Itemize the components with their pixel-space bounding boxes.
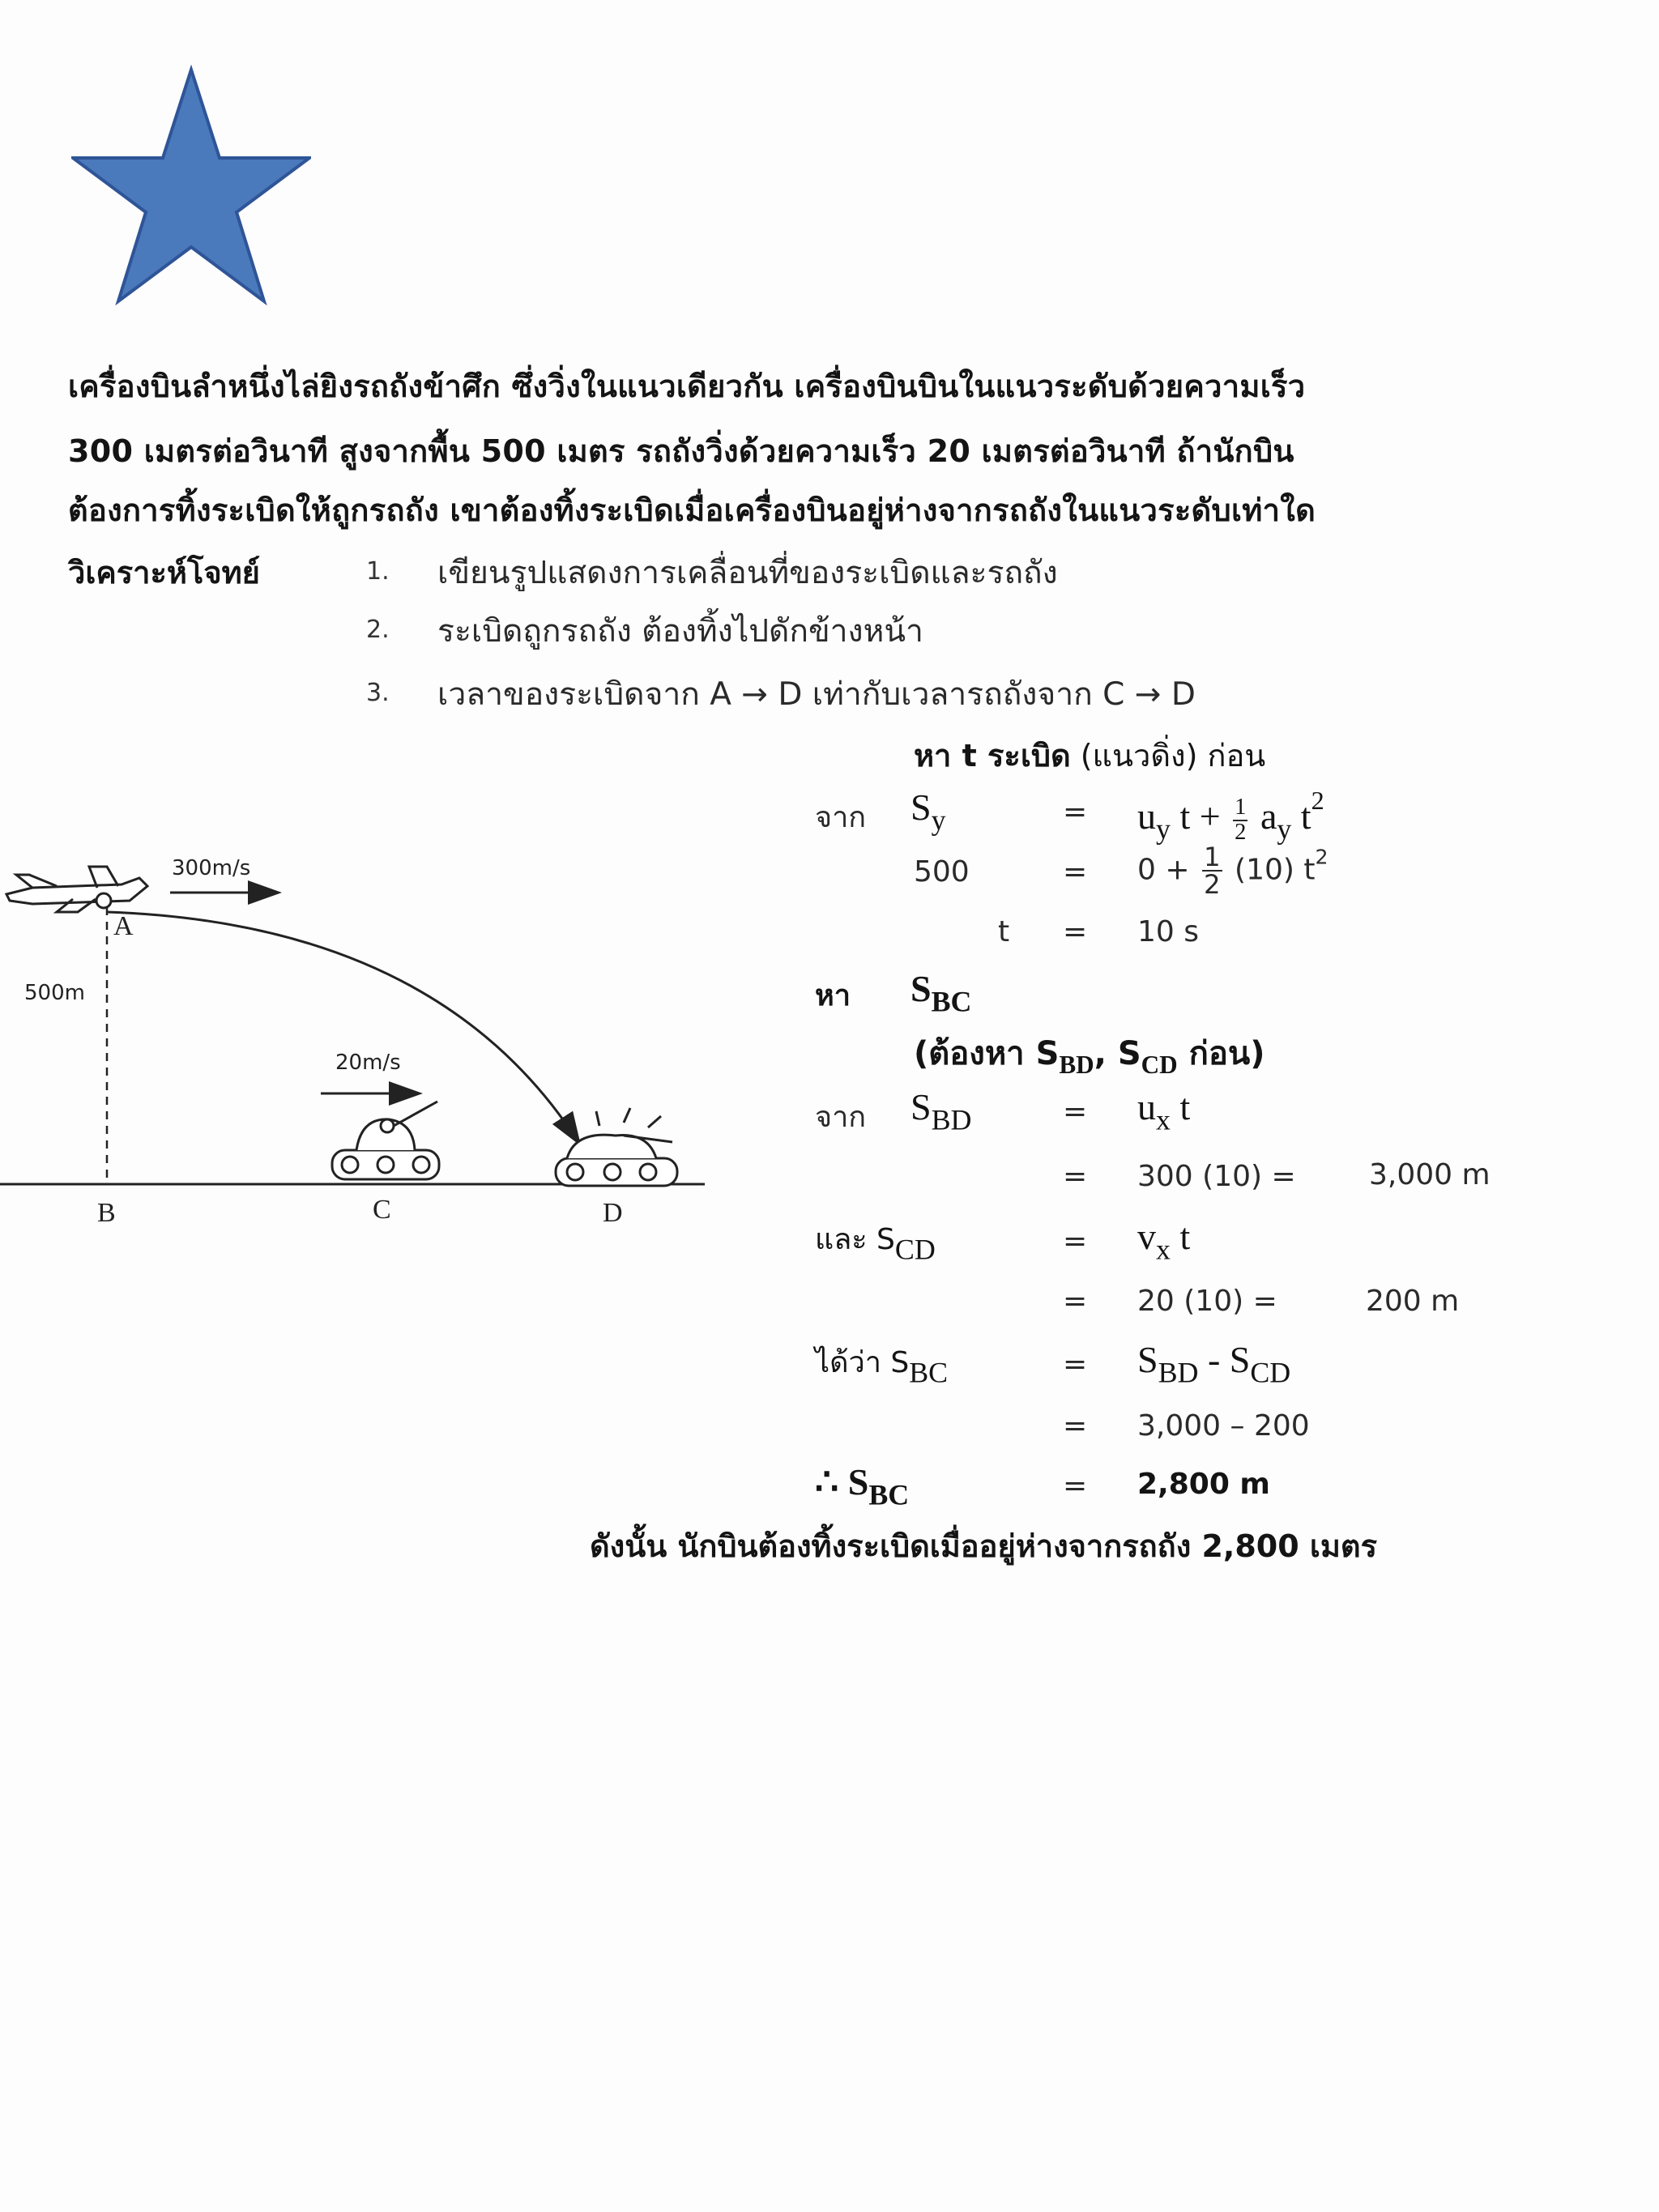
sbd-minus-scd: $S_{BD} - S_{CD}$ bbox=[1137, 1339, 1291, 1389]
point-a-label: A bbox=[113, 911, 134, 941]
got-sbc: ได้ว่า $S_{BC}$ bbox=[815, 1346, 949, 1389]
plane-speed-label: 300m/s bbox=[172, 856, 251, 880]
hit-tank-icon bbox=[556, 1108, 677, 1186]
find-t-heading bbox=[914, 731, 1265, 780]
equals-sign: = bbox=[1063, 1409, 1088, 1443]
equals-sign: = bbox=[1063, 1160, 1088, 1193]
problem-line-1: เครื่องบินลำหนึ่งไล่ยิงรถถังข้าศึก ซึ่งวิ่งในแนวเดียวกัน เครื่องบินบินในแนวระดับด้วยความเร็ว bbox=[68, 369, 1306, 404]
need-note: (ต้องหา $S_{BD}$, $S_{CD}$ ก่อน) bbox=[914, 1035, 1265, 1079]
find-t-rest: (แนวดิ่ง) ก่อน bbox=[1070, 738, 1266, 774]
and-scd: และ $S_{CD}$ bbox=[815, 1223, 936, 1266]
conclusion: ดังนั้น นักบินต้องทิ้งระเบิดเมื่ออยู่ห่างจากรถถัง 2,800 เมตร bbox=[590, 1528, 1378, 1564]
equals-sign: = bbox=[1063, 915, 1088, 948]
sbd-symbol: $S_{BD}$ bbox=[911, 1086, 972, 1136]
scd-result: 200 m bbox=[1366, 1285, 1460, 1318]
point-b-label: B bbox=[97, 1198, 116, 1228]
problem-line-2: 300 เมตรต่อวินาที สูงจากพื้น 500 เมตร รถถังวิ่งด้วยความเร็ว 20 เมตรต่อวินาที ถ้านักบิน bbox=[68, 433, 1294, 469]
scd-calc: 20 (10) = bbox=[1137, 1285, 1277, 1318]
from-label: จาก bbox=[815, 1101, 867, 1134]
step-text: เวลาของระเบิดจาก A → D เท่ากับเวลารถถังจาก C → D bbox=[437, 676, 1196, 713]
problem-line-3: ต้องการทิ้งระเบิดให้ถูกรถถัง เขาต้องทิ้งระเบิดเมื่อเครื่องบินอยู่ห่างจากรถถังในแนวระดับเท่าใด bbox=[68, 492, 1316, 528]
sbc-symbol: $S_{BC}$ bbox=[911, 968, 972, 1018]
bomb-trajectory bbox=[107, 912, 578, 1142]
plane-icon bbox=[6, 867, 147, 912]
ux-t: $u_x$ t bbox=[1137, 1086, 1191, 1136]
t-result: 10 s bbox=[1137, 915, 1200, 948]
tank-icon bbox=[332, 1102, 439, 1179]
height-label: 500m bbox=[24, 981, 85, 1005]
sy-symbol: $S_y$ bbox=[911, 786, 946, 837]
step-text: เขียนรูปแสดงการเคลื่อนที่ของระเบิดและรถถัง bbox=[437, 555, 1058, 591]
find-label: หา bbox=[815, 979, 851, 1012]
t-symbol: t bbox=[998, 915, 1010, 948]
step-number: 2. bbox=[366, 616, 390, 644]
equals-sign: = bbox=[1063, 1095, 1088, 1128]
analysis-label: วิเคราะห์โจทย์ bbox=[68, 555, 260, 590]
point-d-label: D bbox=[603, 1198, 623, 1228]
equals-sign: = bbox=[1063, 1348, 1088, 1381]
star-icon bbox=[71, 65, 311, 308]
sbd-result: 3,000 m bbox=[1369, 1158, 1491, 1191]
sy-formula: $u_y$ t + $\frac{1}{2}$ $a_y$ $t^2$ bbox=[1137, 786, 1324, 846]
find-t-bold: หา t ระเบิด bbox=[914, 738, 1071, 774]
final-answer: 2,800 m bbox=[1137, 1468, 1270, 1501]
equals-sign: = bbox=[1063, 1225, 1088, 1258]
equals-sign: = bbox=[1063, 855, 1088, 889]
step-number: 3. bbox=[366, 679, 390, 707]
vx-t: $v_x$ t bbox=[1137, 1216, 1191, 1266]
equals-sign: = bbox=[1063, 1285, 1088, 1318]
distance-value: 500 bbox=[914, 855, 970, 889]
point-c-label: C bbox=[373, 1195, 391, 1225]
therefore-sbc: ∴ $S_{BC}$ bbox=[815, 1461, 910, 1511]
difference: 3,000 – 200 bbox=[1137, 1409, 1310, 1443]
equals-sign: = bbox=[1063, 1469, 1088, 1502]
equals-sign: = bbox=[1063, 795, 1088, 829]
substituted-formula: 0 + $\frac{1}{2}$ (10) $t^2$ bbox=[1137, 842, 1328, 901]
step-text: ระเบิดถูกรถถัง ต้องทิ้งไปดักข้างหน้า bbox=[437, 613, 923, 650]
from-label: จาก bbox=[815, 801, 867, 834]
sbd-calc: 300 (10) = bbox=[1137, 1160, 1296, 1193]
projectile-diagram bbox=[0, 834, 729, 1255]
tank-speed-label: 20m/s bbox=[335, 1051, 401, 1075]
step-number: 1. bbox=[366, 557, 390, 586]
